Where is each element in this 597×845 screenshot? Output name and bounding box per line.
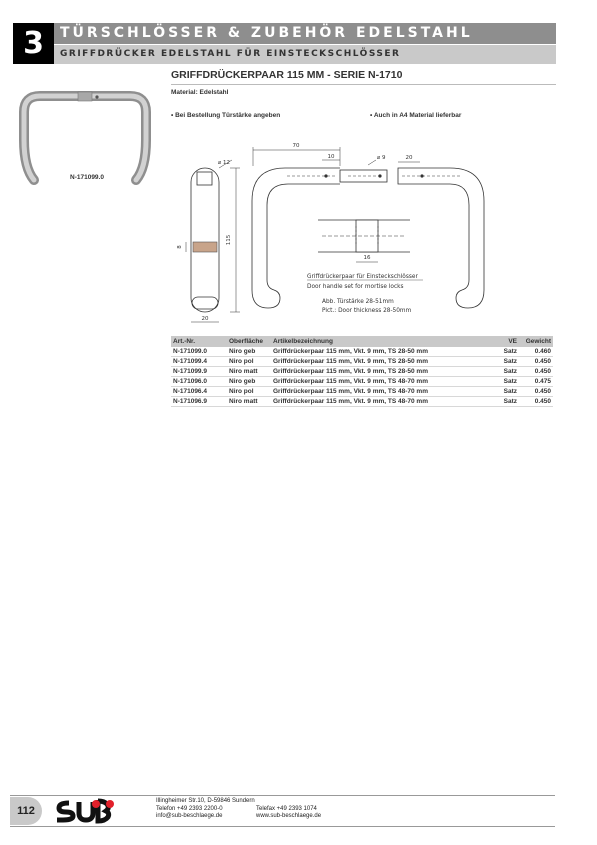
- cell-art-nr: N-171096.9: [171, 397, 227, 407]
- dim-10: 10: [327, 154, 335, 160]
- address-street: Illingheimer Str.10, D-59846 Sundern: [156, 798, 255, 804]
- footer-rule-bottom: [10, 826, 555, 827]
- dim-20-top: 20: [405, 155, 413, 161]
- material-text: Material: Edelstahl: [171, 89, 229, 96]
- cell-bezeichnung: Griffdrückerpaar 115 mm, Vkt. 9 mm, TS 28-50 mm: [271, 367, 493, 377]
- page-subtitle: GRIFFDRÜCKER EDELSTAHL FÜR EINSTECKSCHLÖSSER: [60, 49, 401, 59]
- page-title: TÜRSCHLÖSSER & ZUBEHÖR EDELSTAHL: [60, 25, 473, 41]
- col-gewicht: Gewicht: [519, 336, 553, 347]
- chapter-number: 3: [13, 23, 54, 64]
- table-row: [171, 357, 553, 367]
- cell-gewicht: 0.475: [519, 377, 553, 387]
- cell-oberflaeche: Niro matt: [227, 397, 271, 407]
- cell-bezeichnung: Griffdrückerpaar 115 mm, Vkt. 9 mm, TS 48-70 mm: [271, 387, 493, 397]
- table-row: [171, 377, 553, 387]
- dim-8: 8: [177, 245, 183, 249]
- fax-text: Telefax +49 2393 1074: [256, 805, 317, 812]
- dim-115: 115: [226, 234, 232, 246]
- cell-gewicht: 0.460: [519, 347, 553, 357]
- page-number: 112: [10, 797, 42, 825]
- col-art-nr: Art.-Nr.: [171, 336, 227, 347]
- cell-art-nr: N-171099.9: [171, 367, 227, 377]
- handle-photo: [24, 92, 146, 180]
- dim-diameter-12: ⌀ 12: [218, 160, 231, 166]
- cell-oberflaeche: Niro pol: [227, 387, 271, 397]
- cell-art-nr: N-171096.4: [171, 387, 227, 397]
- cell-ve: Satz: [493, 387, 519, 397]
- email-link[interactable]: info@sub-beschlaege.de: [156, 813, 223, 819]
- caption-de: Griffdrückerpaar für Einsteckschlösser: [307, 274, 418, 280]
- cell-gewicht: 0.450: [519, 397, 553, 407]
- footer-rule-top: [10, 795, 555, 796]
- cell-oberflaeche: Niro geb: [227, 347, 271, 357]
- table-header-row: [171, 336, 553, 347]
- dim-diameter-9: ⌀ 9: [377, 155, 386, 161]
- cell-gewicht: 0.450: [519, 357, 553, 367]
- cell-gewicht: 0.450: [519, 387, 553, 397]
- footer-address: [156, 798, 322, 821]
- cell-oberflaeche: Niro geb: [227, 377, 271, 387]
- cell-ve: Satz: [493, 397, 519, 407]
- phone-text: Telefon +49 2393 2200-0: [156, 805, 223, 812]
- photo-label: N-171099.0: [70, 174, 104, 181]
- article-table: [171, 336, 553, 407]
- cell-art-nr: N-171096.0: [171, 377, 227, 387]
- table-row: [171, 397, 553, 407]
- col-artikelbezeichnung: Artikelbezeichnung: [271, 336, 493, 347]
- cell-art-nr: N-171099.0: [171, 347, 227, 357]
- col-ve: VE: [493, 336, 519, 347]
- door-thickness-en: Pict.: Door thickness 28-50mm: [322, 308, 412, 314]
- cell-oberflaeche: Niro matt: [227, 367, 271, 377]
- cell-ve: Satz: [493, 347, 519, 357]
- cell-bezeichnung: Griffdrückerpaar 115 mm, Vkt. 9 mm, TS 28-50 mm: [271, 357, 493, 367]
- product-title: GRIFFDRÜCKERPAAR 115 MM - SERIE N-1710: [171, 69, 403, 81]
- cell-bezeichnung: Griffdrückerpaar 115 mm, Vkt. 9 mm, TS 48-70 mm: [271, 377, 493, 387]
- table-row: [171, 347, 553, 357]
- caption-en: Door handle set for mortise locks: [307, 284, 404, 290]
- cell-bezeichnung: Griffdrückerpaar 115 mm, Vkt. 9 mm, TS 48-70 mm: [271, 397, 493, 407]
- dim-16: 16: [363, 255, 371, 261]
- cell-ve: Satz: [493, 377, 519, 387]
- website-link[interactable]: www.sub-beschlaege.de: [256, 813, 322, 819]
- cell-art-nr: N-171099.4: [171, 357, 227, 367]
- cell-gewicht: 0.450: [519, 367, 553, 377]
- note-door-thickness: • Bei Bestellung Türstärke angeben: [171, 112, 281, 119]
- col-oberflaeche: Oberfläche: [227, 336, 271, 347]
- dim-20-bottom: 20: [201, 316, 209, 322]
- door-thickness-de: Abb. Türstärke 28-51mm: [322, 299, 394, 305]
- sub-logo: [55, 798, 117, 824]
- cell-ve: Satz: [493, 357, 519, 367]
- table-row: [171, 367, 553, 377]
- dim-70: 70: [292, 143, 300, 149]
- table-row: [171, 387, 553, 397]
- cell-ve: Satz: [493, 367, 519, 377]
- note-a4-material: • Auch in A4 Material lieferbar: [370, 112, 462, 119]
- cell-bezeichnung: Griffdrückerpaar 115 mm, Vkt. 9 mm, TS 28-50 mm: [271, 347, 493, 357]
- cell-oberflaeche: Niro pol: [227, 357, 271, 367]
